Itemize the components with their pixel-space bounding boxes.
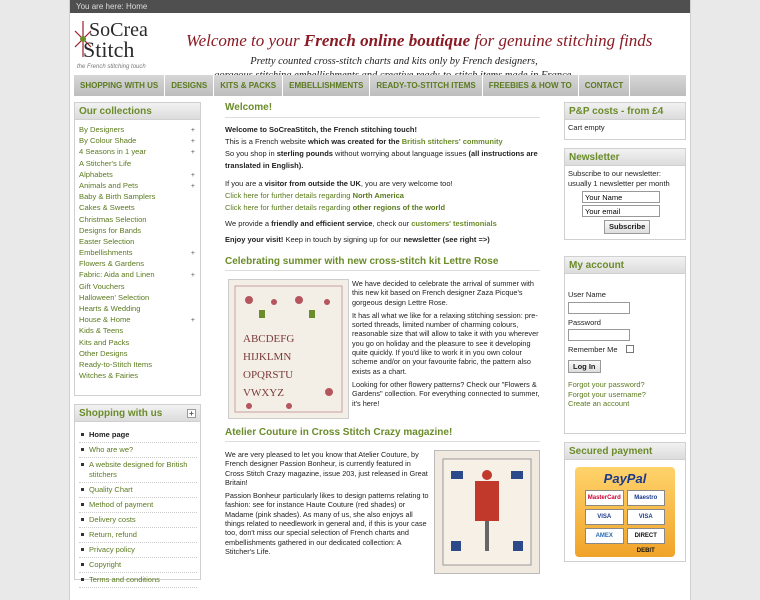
collection-item[interactable]: A Stitcher's Life [79, 158, 132, 168]
shopping-title: Shopping with us + [75, 405, 200, 422]
account-panel [564, 256, 686, 434]
nav-item-contact[interactable]: CONTACT [579, 75, 631, 96]
shopping-item[interactable]: A website designed for British stitchers [79, 458, 197, 483]
shopping-item[interactable]: Method of payment [79, 498, 197, 513]
logo[interactable] [73, 17, 159, 71]
shopping-item[interactable]: Home page [79, 428, 197, 443]
main-content: Welcome! Welcome to SoCreaStitch, the French stitching touch! This is a French website which was created for the British stitchers' community So you shop in sterling pounds without worrying about language issues (all instructions are translated in English). If you are a visitor from outside the UK, you are very welcome too! Click here for further details regarding North America Click here for further details regarding other regions of the world We provide a friendly and efficient service, check our customers' testimonials Enjoy your visit! Keep in touch by signing up for our newsletter (see right =>) Celebrating summer with new cross-stitch kit Lettre Rose ABCDEFG HIJKLMN OPQRSTU VWXYZ We have decided to celebrate the arrival of summer with this new kit based on French designer Zaza Picque's gorgeous design Lettre Rose. It has all what we like for a relaxing stitching session: pre-sorted threads, limited number of charming colours, reasonable size that will allow to take it with you wherever you go on holiday and the pleasure to see it developing quite quickly. If you'd like to work it in you own colour scheme and/or on your favourite fabric, the pattern also exists as a chart. Looking for other flowery patterns? Check our "Flowers & Gardens" collection. For everything connected to summer, it's here! Atelier Couture in Cross Stitch Crazy magazine! We are very pleased to let you know that Atelier Couture, by French designer Passion Bonheur, is currently featured in Cross Stitch Crazy magazine, issue 203, just released in Great Britain! Passion Bonheur particularly likes to design patterns relating to fashion: see for instance Haute Couture (red shades) or Madame (pink shades). As many of us, she also enjoys all things related to needlework in general and, if this is your case too, don't miss our special selection of French charts and embellishments gathered in our dedicated collection: A Stitcher's Life. [225, 102, 540, 580]
shopping-list [75, 422, 200, 588]
collection-item[interactable]: Kids & Teens [79, 326, 124, 336]
expand-icon[interactable]: + [190, 272, 195, 280]
article1 [225, 279, 540, 427]
couture-graphic [435, 451, 539, 573]
expand-icon[interactable]: + [190, 182, 195, 190]
newsletter-text: Subscribe to our newsletter: usually 1 newsletter per month [568, 169, 670, 188]
nav-item-shopping-with-us[interactable]: SHOPPING WITH US [74, 75, 165, 96]
shopping-item[interactable]: Copyright [79, 558, 197, 573]
logo-subtitle: the French stitching touch [77, 64, 146, 70]
paypal-badge [575, 467, 675, 557]
lettre-rose-image[interactable] [228, 279, 349, 419]
shopping-item[interactable]: Privacy policy [79, 543, 197, 558]
collection-item[interactable]: Cakes & Sweets [79, 203, 135, 213]
collection-item[interactable]: Christmas Selection [79, 214, 147, 224]
card-logo: DIRECT DEBIT [627, 528, 666, 544]
account-title: My account [565, 257, 685, 274]
collection-item[interactable]: Easter Selection [79, 236, 135, 246]
collection-item[interactable]: House & Home + [79, 314, 197, 325]
card-logos [575, 486, 675, 554]
shopping-item[interactable]: Quality Chart [79, 483, 197, 498]
card-logo: VISA [627, 509, 666, 525]
newsletter-name-input[interactable] [582, 191, 660, 203]
nav-item-ready-to-stitch-items[interactable]: READY-TO-STITCH ITEMS [370, 75, 482, 96]
nav-item-freebies-how-to[interactable]: FREEBIES & HOW TO [483, 75, 579, 96]
username-input[interactable] [568, 302, 630, 314]
article2-p2: Passion Bonheur particularly likes to design patterns relating to fashion: see for instance Haute Couture (red shades) or Madame (pink shades). As many of us, she also enjoys all things related to needlework in general and, if this is your case too, don't miss our special selection of French charts and embellishments gathered in our dedicated collection: A Stitcher's Life. [225, 491, 429, 556]
article1-title[interactable]: Celebrating summer with new cross-stitch kit Lettre Rose [225, 256, 540, 271]
tagline: Welcome to your French online boutique for genuine stitching finds [186, 31, 653, 50]
header [70, 13, 690, 73]
article2-p1: We are very pleased to let you know that Atelier Couture, by French designer Passion Bonheur, is currently featured in Cross Stitch Crazy magazine, issue 203, just released in Great Britain! [225, 450, 428, 487]
sampler-graphic [229, 280, 348, 418]
payment-title: Secured payment [565, 443, 685, 460]
svg-text:ABCDEFG: ABCDEFG [243, 333, 295, 345]
logo-line1: SoCrea [89, 19, 148, 41]
shopping-item[interactable]: Terms and conditions [79, 573, 197, 588]
collection-item[interactable]: Flowers & Gardens [79, 259, 144, 269]
collection-item[interactable]: Hearts & Wedding [79, 304, 141, 313]
subscribe-button[interactable]: Subscribe [604, 220, 650, 234]
expand-icon[interactable]: + [187, 409, 196, 418]
card-logo: MasterCard [585, 490, 624, 506]
page [69, 0, 691, 600]
expand-icon[interactable]: + [190, 127, 195, 134]
collections-panel [74, 102, 201, 396]
expand-icon[interactable]: + [190, 250, 195, 258]
card-logo: AMEX [585, 528, 624, 544]
collections-title: Our collections [75, 103, 200, 120]
shopping-panel [74, 404, 201, 584]
password-input[interactable] [568, 329, 630, 341]
password-label: Password [568, 317, 601, 327]
shopping-item[interactable]: Return, refund [79, 528, 197, 543]
newsletter-title: Newsletter [565, 149, 685, 166]
collections-list [75, 120, 200, 381]
collection-item[interactable]: Other Designs [79, 348, 128, 358]
welcome-intro: Welcome to SoCreaStitch, the French stitching touch! [225, 125, 417, 134]
expand-icon[interactable]: + [190, 149, 195, 157]
payment-panel [564, 442, 686, 562]
page-title: Welcome! [225, 102, 540, 118]
main-nav [74, 75, 686, 96]
collection-item[interactable]: Gift Vouchers [79, 281, 125, 291]
expand-icon[interactable]: + [190, 138, 195, 146]
other-regions-link[interactable]: Click here for further details regarding other regions of the world [225, 203, 446, 212]
collection-item[interactable]: Baby & Birth Samplers [79, 192, 156, 202]
pp-panel [564, 102, 686, 140]
svg-text:HIJKLMN: HIJKLMN [243, 351, 292, 363]
newsletter-panel [564, 148, 686, 240]
login-button[interactable]: Log In [568, 360, 601, 374]
collection-item[interactable]: Embellishments + [79, 247, 197, 258]
nav-item-embellishments[interactable]: EMBELLISHMENTS [283, 75, 370, 96]
expand-icon[interactable]: + [190, 171, 195, 179]
tagline-sub: Pretty counted cross-stitch charts and kits only by French designers, [250, 56, 538, 67]
create-account-link[interactable]: Create an account [568, 399, 630, 408]
remember-checkbox[interactable] [626, 345, 634, 353]
collection-item[interactable]: Halloween' Selection [79, 292, 150, 302]
community-link[interactable]: British stitchers' community [401, 137, 503, 146]
collection-item[interactable]: Witches & Fairies [79, 371, 139, 381]
collection-item[interactable]: Ready-to-Stitch Items [79, 359, 153, 369]
newsletter-email-input[interactable] [582, 205, 660, 217]
nav-item-kits-packs[interactable]: KITS & PACKS [214, 75, 283, 96]
article2-title[interactable]: Atelier Couture in Cross Stitch Crazy magazine! [225, 427, 540, 442]
card-logo: Maestro [627, 490, 666, 506]
svg-text:OPQRSTU: OPQRSTU [243, 369, 294, 381]
paypal-logo: PayPal [603, 471, 647, 486]
north-america-link[interactable]: Click here for further details regarding North America [225, 191, 404, 200]
expand-icon[interactable]: + [190, 317, 195, 325]
forgot-password-link[interactable]: Forgot your password? [568, 380, 645, 389]
collection-item[interactable]: 4 Seasons in 1 year + [79, 146, 197, 157]
collection-item[interactable]: By Designers + [79, 124, 197, 135]
cart-status[interactable]: Cart empty [568, 123, 605, 132]
article1-p3: Looking for other flowery patterns? Check our "Flowers & Gardens" collection. For everything connected to summer, it's here! [352, 379, 540, 408]
article1-p1: We have decided to celebrate the arrival of summer with this new kit based on French designer Zaza Picque's gorgeous design Lettre Rose. [352, 279, 534, 307]
nav-item-designs[interactable]: DESIGNS [165, 75, 214, 96]
testimonials-link[interactable]: customers' testimonials [411, 219, 497, 228]
collection-item[interactable]: Designs for Bands [79, 225, 142, 235]
article2 [225, 450, 540, 580]
pp-title: P&P costs - from £4 [565, 103, 685, 120]
article1-p2: It has all what we like for a relaxing stitching session: pre-sorted threads, limited number of charming colours, reasonable size that will allow to take it with you wherever you go on holiday and the pleasure to see it developing quite quickly. If you'd like to work it in you own colour scheme and/or on your favourite fabric, the pattern also exists as a chart. [352, 310, 539, 376]
collection-item[interactable]: Animals and Pets + [79, 180, 197, 191]
logo-line2: Stitch [83, 37, 135, 62]
atelier-couture-image[interactable] [434, 450, 540, 574]
shopping-item[interactable]: Delivery costs [79, 513, 197, 528]
collection-item[interactable]: Kits and Packs [79, 337, 130, 347]
card-logo: VISA [585, 509, 624, 525]
collection-item[interactable]: Fabric: Aida and Linen + [79, 269, 197, 280]
breadcrumb: You are here: Home [70, 0, 690, 13]
username-label: User Name [568, 290, 606, 299]
collection-item[interactable]: Alphabets + [79, 169, 197, 180]
collection-item[interactable]: By Colour Shade + [79, 135, 197, 146]
shopping-item[interactable]: Who are we? [79, 443, 197, 458]
svg-text:VWXYZ: VWXYZ [243, 387, 284, 399]
forgot-username-link[interactable]: Forgot your username? [568, 389, 646, 399]
remember-label: Remember Me [568, 345, 618, 354]
